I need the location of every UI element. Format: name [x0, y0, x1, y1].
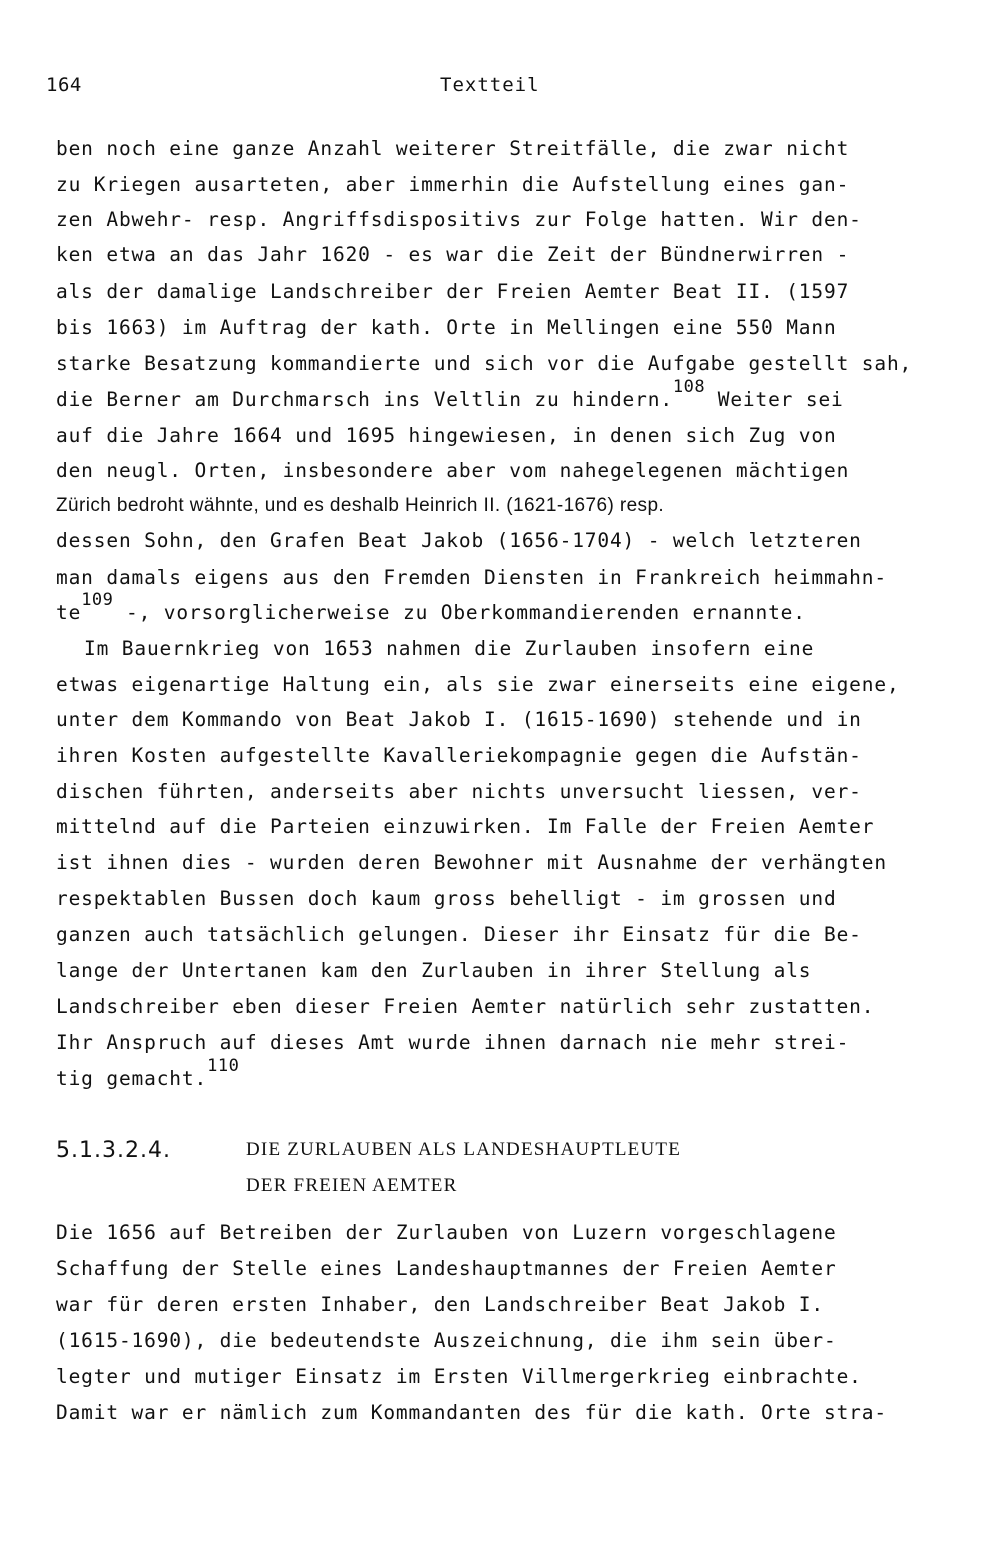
text-run: die Berner am Durchmarsch ins Veltlin zu hindern. — [56, 388, 673, 411]
text-line: ganzen auch tatsächlich gelungen. Dieser ihr Einsatz für die Be- — [56, 923, 862, 946]
text-line: als der damalige Landschreiber der Freien Aemter Beat II. (1597 — [56, 280, 850, 303]
footnote-ref-110[interactable]: 110 — [207, 1056, 240, 1076]
text-line: auf die Jahre 1664 und 1695 hingewiesen, in denen sich Zug von — [56, 424, 837, 447]
section-title: DER FREIEN AEMTER — [246, 1175, 458, 1196]
text-line — [56, 590, 956, 626]
text-line: etwas eigenartige Haltung ein, als sie zwar einerseits eine eigene, — [56, 673, 900, 696]
text-run: -, vorsorglicherweise zu Oberkommandierenden ernannte. — [113, 601, 806, 624]
text-run: tig gemacht. — [56, 1067, 208, 1090]
page-number: 164 — [46, 74, 82, 96]
text-line: unter dem Kommando von Beat Jakob I. (1615-1690) stehende und in — [56, 708, 862, 731]
footnote-ref-108[interactable]: 108 — [672, 377, 706, 397]
text-line: bis 1663) im Auftrag der kath. Orte in Mellingen eine 550 Mann — [56, 316, 837, 339]
text-run: Weiter sei — [705, 388, 844, 411]
text-line: ist ihnen dies - wurden deren Bewohner mit Ausnahme der verhängten — [56, 851, 887, 874]
text-line: lange der Untertanen kam den Zurlauben in ihrer Stellung als — [56, 959, 812, 982]
footnote-ref-109[interactable]: 109 — [81, 590, 114, 610]
text-line: Zürich bedroht wähnte, und es deshalb Heinrich II. (1621-1676) resp. — [56, 495, 665, 516]
page-header — [0, 74, 1000, 102]
text-line: ken etwa an das Jahr 1620 - es war die Zeit der Bündnerwirren - — [56, 243, 850, 266]
text-line: zen Abwehr- resp. Angriffsdispositivs zur Folge hatten. Wir den- — [56, 208, 862, 231]
text-line: legter und mutiger Einsatz im Ersten Villmergerkrieg einbrachte. — [56, 1365, 862, 1388]
text-line: war für deren ersten Inhaber, den Landschreiber Beat Jakob I. — [56, 1293, 824, 1316]
text-line: dischen führten, anderseits aber nichts unversucht liessen, ver- — [56, 780, 862, 803]
text-line: dessen Sohn, den Grafen Beat Jakob (1656-1704) - welch letzteren — [56, 529, 862, 552]
text-line: Ihr Anspruch auf dieses Amt wurde ihnen darnach nie mehr strei- — [56, 1031, 850, 1054]
text-run: te — [56, 601, 82, 624]
text-line: Damit war er nämlich zum Kommandanten des für die kath. Orte stra- — [56, 1401, 887, 1424]
text-line: ihren Kosten aufgestellte Kavalleriekompagnie gegen die Aufstän- — [56, 744, 862, 767]
text-line: mittelnd auf die Parteien einzuwirken. Im Falle der Freien Aemter — [56, 815, 875, 838]
text-line: den neugl. Orten, insbesondere aber vom nahegelegenen mächtigen — [56, 459, 850, 482]
text-line: Landschreiber eben dieser Freien Aemter natürlich sehr zustatten. — [56, 995, 875, 1018]
text-line: Schaffung der Stelle eines Landeshauptmannes der Freien Aemter — [56, 1257, 837, 1280]
text-line: Im Bauernkrieg von 1653 nahmen die Zurlauben insofern eine — [84, 637, 815, 660]
text-line: zu Kriegen ausarteten, aber immerhin die Aufstellung eines gan- — [56, 173, 850, 196]
section-number: 5.1.3.2.4. — [56, 1138, 171, 1163]
text-line: (1615-1690), die bedeutendste Auszeichnung, die ihm sein über- — [56, 1329, 837, 1352]
running-head: Textteil — [440, 74, 540, 96]
text-line — [56, 1056, 956, 1092]
text-line: Die 1656 auf Betreiben der Zurlauben von Luzern vorgeschlagene — [56, 1221, 837, 1244]
section-title: DIE ZURLAUBEN ALS LANDESHAUPTLEUTE — [246, 1139, 682, 1160]
text-line: starke Besatzung kommandierte und sich vor die Aufgabe gestellt sah, — [56, 352, 913, 375]
text-line — [56, 377, 956, 413]
text-line: respektablen Bussen doch kaum gross behelligt - im grossen und — [56, 887, 837, 910]
text-line: ben noch eine ganze Anzahl weiterer Streitfälle, die zwar nicht — [56, 137, 850, 160]
text-line: man damals eigens aus den Fremden Diensten in Frankreich heimmahn- — [56, 566, 887, 589]
